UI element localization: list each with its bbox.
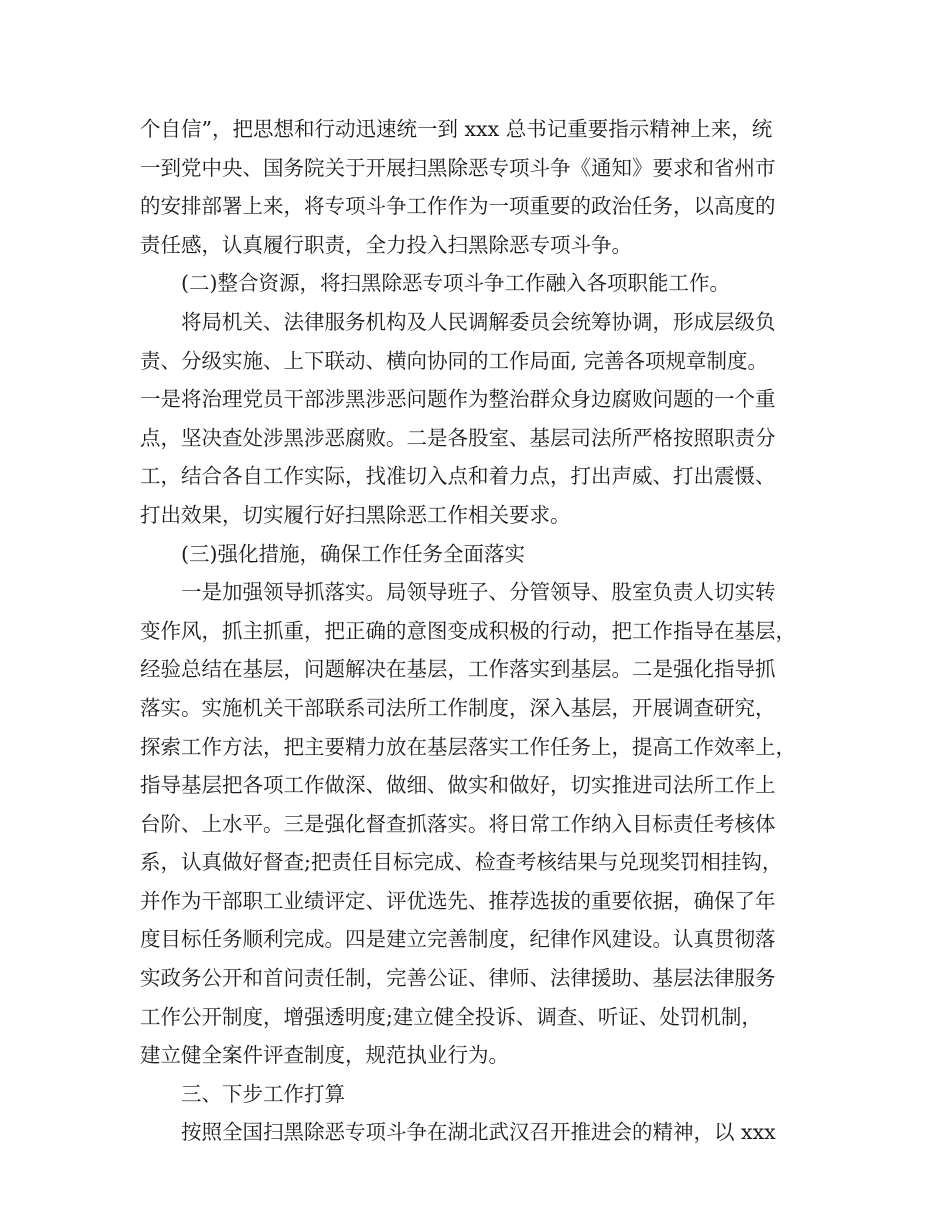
document-line: 三、下步工作打算 — [181, 1081, 345, 1106]
document-line: 按照全国扫黑除恶专项斗争在湖北武汉召开推进会的精神，以 xxx — [181, 1120, 776, 1145]
document-line: (三)强化措施，确保工作任务全面落实 — [181, 541, 525, 566]
document-body — [140, 110, 825, 1152]
document-line: 个自信”，把思想和行动迅速统一到 xxx 总书记重要指示精神上来，统 — [140, 117, 773, 141]
document-line: 工，结合各自工作实际，找准切入点和着力点，打出声威、打出震慑、 — [140, 464, 776, 489]
document-line: 的安排部署上来，将专项斗争工作作为一项重要的政治任务，以高度的 — [140, 194, 776, 219]
document-line: 指导基层把各项工作做深、做细、做实和做好，切实推进司法所工作上 — [140, 773, 776, 798]
document-line: 点，坚决查处涉黑涉恶腐败。二是各股室、基层司法所严格按照职责分 — [140, 425, 776, 450]
document-line: 落实。实施机关干部联系司法所工作制度，深入基层，开展调查研究， — [140, 695, 776, 720]
document-line: 探索工作方法，把主要精力放在基层落实工作任务上，提高工作效率上， — [140, 734, 796, 759]
document-line: 一是加强领导抓落实。局领导班子、分管领导、股室负责人切实转 — [181, 580, 776, 605]
document-line: 系，认真做好督查;把责任目标完成、检查考核结果与兑现奖罚相挂钩， — [140, 850, 783, 875]
document-line: 一是将治理党员干部涉黑涉恶问题作为整治群众身边腐败问题的一个重 — [140, 387, 776, 412]
document-line: 责任感，认真履行职责，全力投入扫黑除恶专项斗争。 — [140, 232, 632, 257]
document-line: 责、分级实施、上下联动、横向协同的工作局面, 完善各项规章制度。 — [140, 348, 769, 373]
document-line: 打出效果，切实履行好扫黑除恶工作相关要求。 — [140, 502, 571, 527]
document-line: 并作为干部职工业绩评定、评优选先、推荐选拔的重要依据，确保了年 — [140, 888, 776, 913]
document-line: 工作公开制度，增强透明度;建立健全投诉、调查、听证、处罚机制， — [140, 1004, 762, 1029]
document-line: 一到党中央、国务院关于开展扫黑除恶专项斗争《通知》要求和省州市 — [140, 155, 776, 180]
document-line: 度目标任务顺利完成。四是建立完善制度，纪律作风建设。认真贯彻落 — [140, 927, 776, 952]
document-line: 实政务公开和首问责任制，完善公证、律师、法律援助、基层法律服务 — [140, 966, 776, 991]
document-line: (二)整合资源，将扫黑除恶专项斗争工作融入各项职能工作。 — [181, 271, 730, 296]
document-line: 建立健全案件评查制度，规范执业行为。 — [140, 1043, 509, 1068]
document-line: 变作风，抓主抓重，把正确的意图变成积极的行动，把工作指导在基层， — [140, 618, 796, 643]
document-line: 台阶、上水平。三是强化督查抓落实。将日常工作纳入目标责任考核体 — [140, 811, 776, 836]
document-line: 将局机关、法律服务机构及人民调解委员会统筹协调，形成层级负 — [181, 309, 776, 334]
document-line: 经验总结在基层，问题解决在基层，工作落实到基层。二是强化指导抓 — [140, 657, 776, 682]
